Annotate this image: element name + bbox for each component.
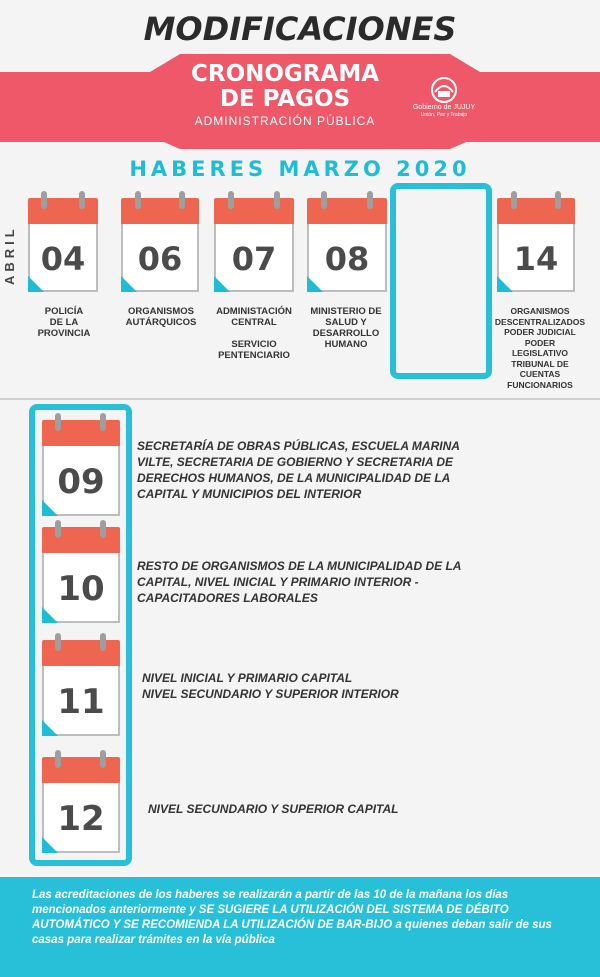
schedule-text: SECRETARÍA DE OBRAS PÚBLICAS, ESCUELA MARINA VILTE, SECRETARIA DE GOBIERNO Y SECRETARIA DE DERECHOS HUMANOS, DE LA MUNICIPALIDAD DE LA CAPITAL Y MUNICIPIOS DEL INTERIOR xyxy=(137,439,460,501)
calendar-day: 07 xyxy=(231,240,277,278)
logo-text-2: Unión, Paz y Trabajo xyxy=(420,112,468,118)
empty-highlight-box xyxy=(390,183,492,379)
subtitle: HABERES MARZO 2020 xyxy=(129,157,471,181)
calendar-day: 04 xyxy=(40,240,86,278)
calendar-icon xyxy=(214,198,294,292)
calendar-icon xyxy=(42,527,120,623)
banner-line-3: ADMINISTRACIÓN PÚBLICA xyxy=(194,114,376,128)
schedule-text: NIVEL INICIAL Y PRIMARIO CAPITAL NIVEL SECUNDARIO Y SUPERIOR INTERIOR xyxy=(142,671,399,701)
calendar-icon xyxy=(121,198,199,292)
divider xyxy=(0,398,600,400)
calendar-label: MINISTERIO DE SALUD Y DESARROLLO HUMANO xyxy=(310,306,382,350)
calendar-label: POLICÍA DE LA PROVINCIA xyxy=(37,306,91,339)
calendar-label: ADMINISTACIÓN CENTRAL SERVICIO PENTENCIARIO xyxy=(216,306,292,361)
calendar-day: 08 xyxy=(324,240,370,278)
month-label: ABRIL xyxy=(2,225,17,285)
calendar-day: 09 xyxy=(57,462,105,502)
page-title: MODIFICACIONES xyxy=(143,10,457,48)
calendar-day: 14 xyxy=(513,240,559,278)
calendar-icon xyxy=(42,420,120,516)
calendar-icon xyxy=(497,198,575,292)
banner-line-1: CRONOGRAMA xyxy=(190,61,380,87)
schedule-text: RESTO DE ORGANISMOS DE LA MUNICIPALIDAD DE LA CAPITAL, NIVEL INICIAL Y PRIMARIO INTERIOR - CAPACITADORES LABORALES xyxy=(137,559,462,605)
schedule-text: NIVEL SECUNDARIO Y SUPERIOR CAPITAL xyxy=(148,802,399,816)
calendar-icon xyxy=(42,757,120,853)
calendar-day: 10 xyxy=(57,569,105,609)
government-logo xyxy=(408,76,480,126)
calendar-icon xyxy=(42,640,120,736)
calendar-icon xyxy=(307,198,387,292)
calendar-label: ORGANISMOS AUTÁRQUICOS xyxy=(125,306,197,328)
footer-text: Las acreditaciones de los haberes se realizarán a partir de las 10 de la mañana los días mencionados anteriormente y SE SUGIERE LA UTILIZACIÓN DEL SISTEMA DE DÉBITO AUTOMÁTICO Y SE RECOMIENDA LA UTILIZACIÓN DE BAR-BIJO a quienes deban salir de sus casas para realizar trámites en la vía pública xyxy=(32,889,552,946)
calendar-icon xyxy=(28,198,98,292)
logo-text-1: Gobierno de JUJUY xyxy=(412,104,476,111)
calendar-day: 11 xyxy=(57,682,105,722)
banner-line-2: DE PAGOS xyxy=(219,86,351,112)
government-logo-icon xyxy=(427,76,461,104)
calendar-day: 12 xyxy=(57,799,105,839)
calendar-day: 06 xyxy=(137,240,183,278)
banner-heading xyxy=(160,62,410,128)
calendar-label: ORGANISMOS DESCENTRALIZADOS PODER JUDICIAL PODER LEGISLATIVO TRIBUNAL DE CUENTAS FUNCIONARIOS xyxy=(494,306,586,390)
